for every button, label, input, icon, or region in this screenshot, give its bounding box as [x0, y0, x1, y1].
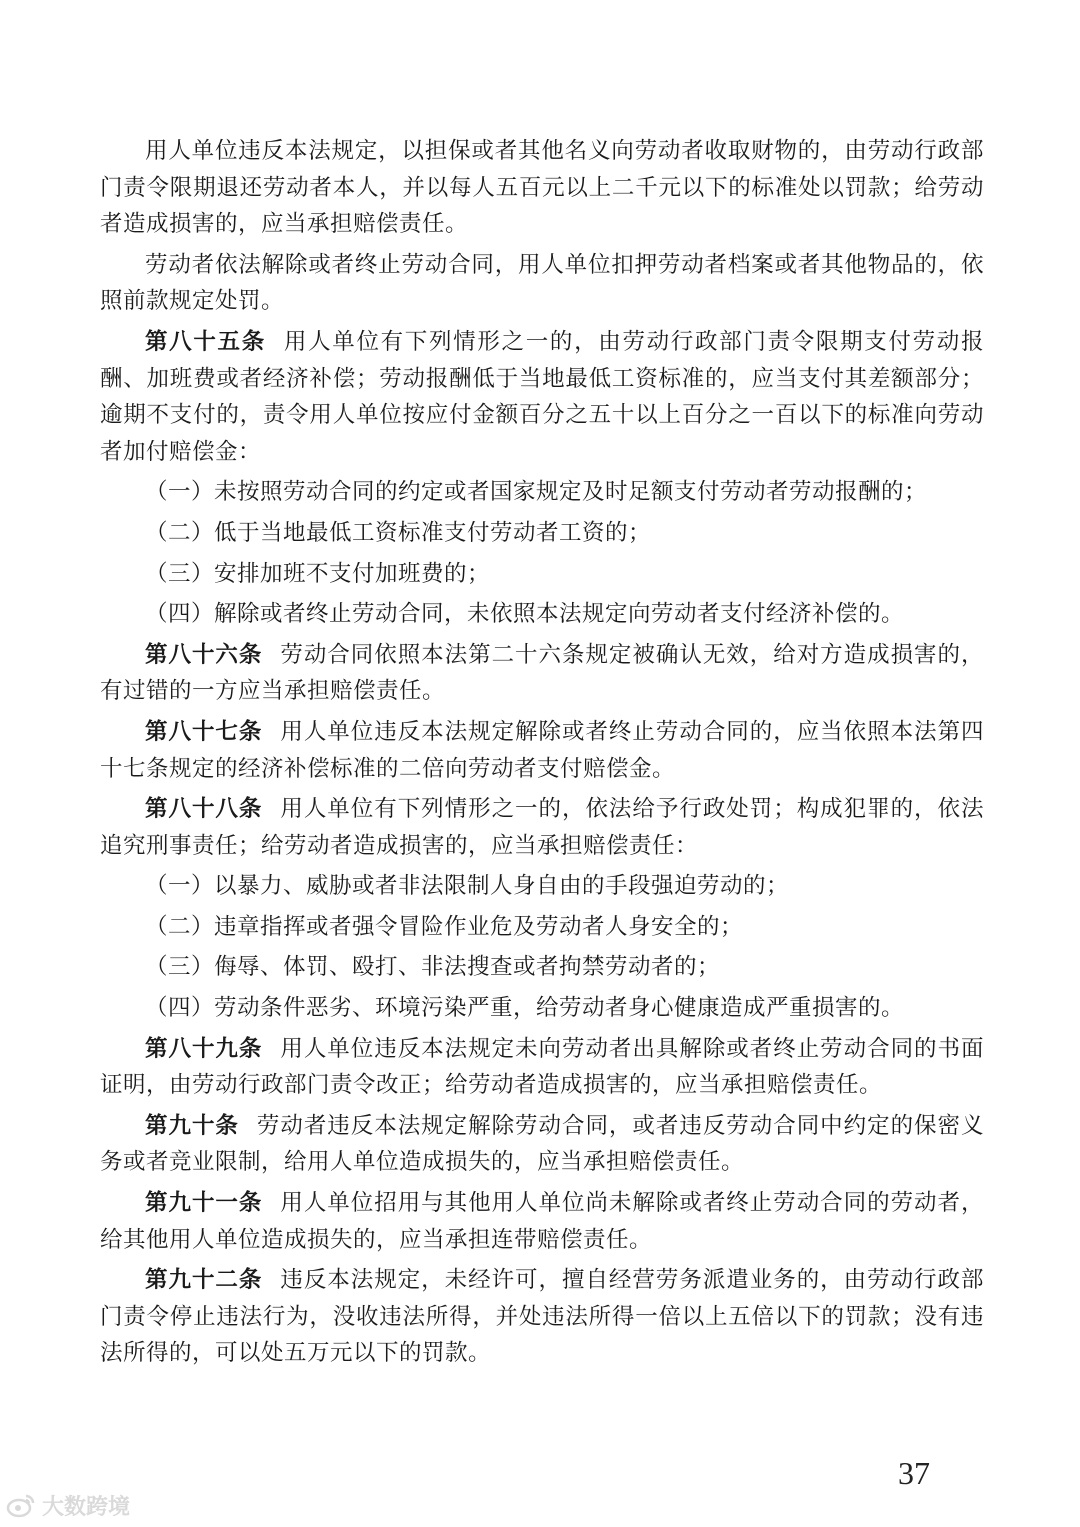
weibo-logo-icon — [6, 1492, 36, 1518]
list-item — [100, 909, 984, 946]
document-body — [100, 133, 984, 1376]
article-title: 第九十二条 — [145, 1267, 263, 1294]
list-item — [100, 868, 984, 905]
paragraph-text: （四）解除或者终止劳动合同，未依照本法规定向劳动者支付经济补偿的。 — [145, 601, 905, 628]
paragraph-text: （三）侮辱、体罚、殴打、非法搜查或者拘禁劳动者的； — [145, 954, 721, 981]
article-title: 第八十九条 — [145, 1035, 263, 1062]
paragraph-text: 用人单位有下列情形之一的，依法给予行政处罚；构成犯罪的，依法追究刑事责任；给劳动者造成损害的，应当承担赔偿责任： — [100, 796, 984, 859]
article-title: 第八十八条 — [145, 796, 263, 823]
paragraph-text: （一）未按照劳动合同的约定或者国家规定及时足额支付劳动者劳动报酬的； — [145, 479, 928, 506]
list-item — [100, 515, 984, 552]
article-paragraph — [100, 637, 984, 710]
list-item — [100, 556, 984, 593]
paragraph-text: 违反本法规定，未经许可，擅自经营劳务派遣业务的，由劳动行政部门责令停止违法行为，没收违法所得，并处违法所得一倍以上五倍以下的罚款；没有违法所得的，可以处五万元以下的罚款。 — [100, 1267, 984, 1367]
list-item — [100, 990, 984, 1027]
page-number: 37 — [898, 1455, 930, 1491]
paragraph-text: （二）违章指挥或者强令冒险作业危及劳动者人身安全的； — [145, 913, 744, 940]
article-title: 第八十五条 — [145, 328, 266, 355]
article-title: 第八十七条 — [145, 718, 263, 745]
article-paragraph — [100, 1185, 984, 1258]
paragraph — [100, 247, 984, 320]
article-title: 第八十六条 — [145, 641, 263, 668]
article-paragraph — [100, 1031, 984, 1104]
article-paragraph — [100, 714, 984, 787]
paragraph-text: 用人单位招用与其他用人单位尚未解除或者终止劳动合同的劳动者，给其他用人单位造成损失的，应当承担连带赔偿责任。 — [100, 1190, 984, 1253]
article-title: 第九十条 — [145, 1112, 239, 1139]
paragraph-text: 用人单位有下列情形之一的，由劳动行政部门责令限期支付劳动报酬、加班费或者经济补偿；劳动报酬低于当地最低工资标准的，应当支付其差额部分；逾期不支付的，责令用人单位按应付金额百分之五十以上百分之一百以下的标准向劳动者加付赔偿金： — [100, 328, 984, 465]
list-item — [100, 949, 984, 986]
paragraph-text: 劳动者违反本法规定解除劳动合同，或者违反劳动合同中约定的保密义务或者竞业限制，给用人单位造成损失的，应当承担赔偿责任。 — [100, 1112, 984, 1176]
paragraph-text: （四）劳动条件恶劣、环境污染严重，给劳动者身心健康造成严重损害的。 — [145, 995, 905, 1022]
paragraph-text: （三）安排加班不支付加班费的； — [145, 560, 491, 587]
article-paragraph — [100, 1108, 984, 1181]
paragraph-text: （一）以暴力、威胁或者非法限制人身自由的手段强迫劳动的； — [145, 873, 790, 900]
paragraph-text: 用人单位违反本法规定解除或者终止劳动合同的，应当依照本法第四十七条规定的经济补偿标准的二倍向劳动者支付赔偿金。 — [100, 718, 984, 782]
list-item — [100, 474, 984, 511]
paragraph-text: 劳动合同依照本法第二十六条规定被确认无效，给对方造成损害的，有过错的一方应当承担赔偿责任。 — [100, 641, 984, 705]
paragraph-text: （二）低于当地最低工资标准支付劳动者工资的； — [145, 519, 652, 546]
article-paragraph — [100, 1262, 984, 1372]
article-paragraph — [100, 324, 984, 470]
paragraph-text: 用人单位违反本法规定未向劳动者出具解除或者终止劳动合同的书面证明，由劳动行政部门责令改正；给劳动者造成损害的，应当承担赔偿责任。 — [100, 1035, 984, 1099]
paragraph — [100, 133, 984, 243]
paragraph-text: 用人单位违反本法规定，以担保或者其他名义向劳动者收取财物的，由劳动行政部门责令限期退还劳动者本人，并以每人五百元以上二千元以下的标准处以罚款；给劳动者造成损害的，应当承担赔偿责任。 — [100, 138, 984, 238]
article-paragraph — [100, 791, 984, 864]
watermark — [6, 1490, 130, 1520]
watermark-text: 大数跨境 — [42, 1494, 131, 1520]
list-item — [100, 596, 984, 633]
article-title: 第九十一条 — [145, 1190, 263, 1217]
paragraph-text: 劳动者依法解除或者终止劳动合同，用人单位扣押劳动者档案或者其他物品的，依照前款规定处罚。 — [100, 251, 984, 315]
